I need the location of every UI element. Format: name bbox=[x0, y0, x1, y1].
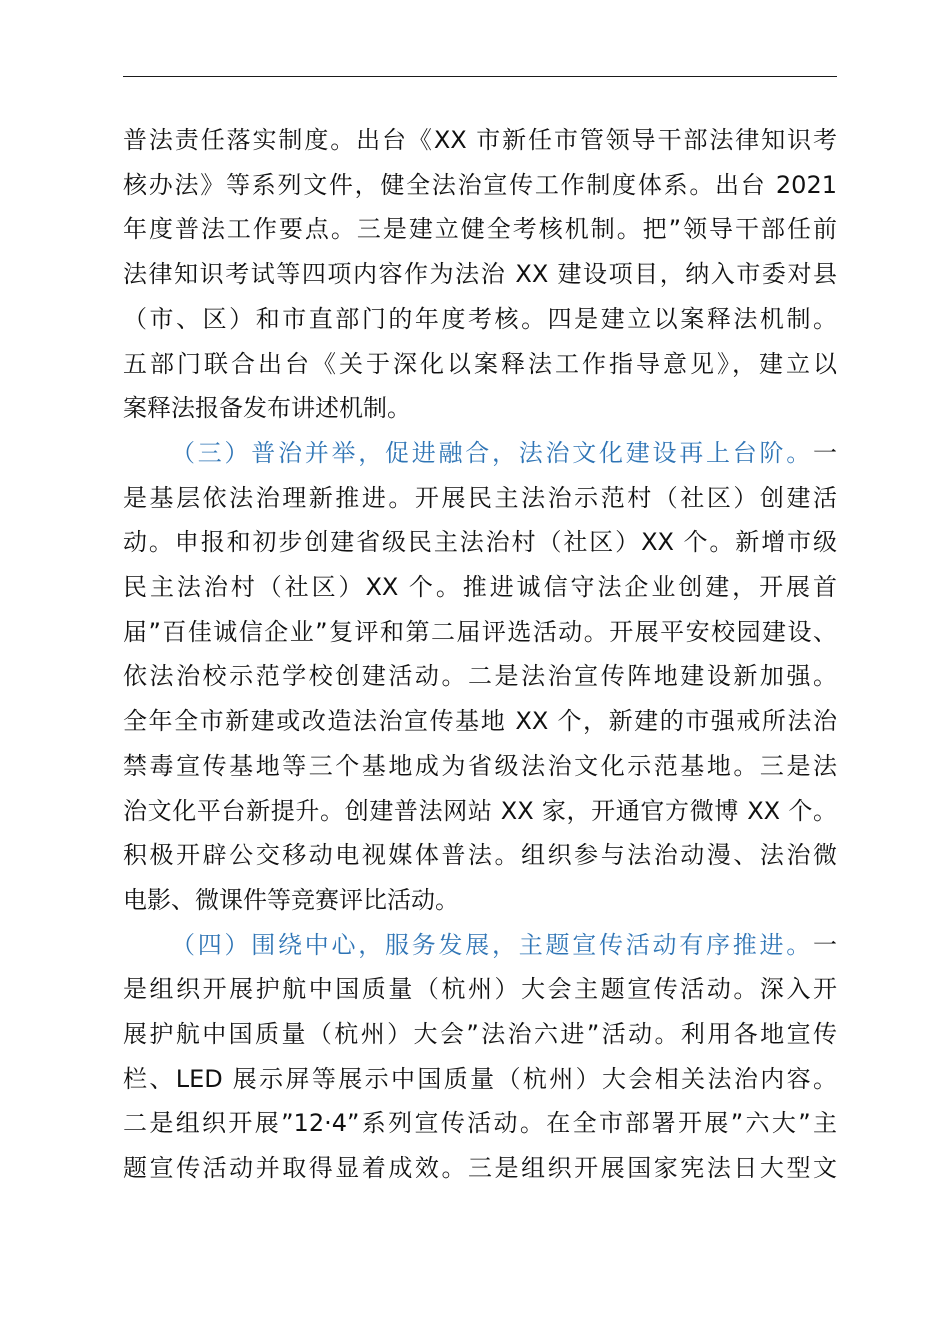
text-line: 电影、微课件等竞赛评比活动。 bbox=[123, 885, 459, 914]
text-run: 一 bbox=[813, 930, 837, 959]
text-line bbox=[123, 923, 837, 968]
text-line: （市、区）和市直部门的年度考核。四是建立以案释法机制。 bbox=[123, 304, 837, 333]
text-line: 全年全市新建或改造法治宣传基地 XX 个，新建的市强戒所法治 bbox=[123, 707, 837, 736]
text-line: 年度普法工作要点。三是建立健全考核机制。把”领导干部任前 bbox=[123, 215, 837, 244]
text-line: 核办法》等系列文件，健全法治宣传工作制度体系。出台 2021 bbox=[123, 170, 837, 199]
text-line: 动。申报和初步创建省级民主法治村（社区）XX 个。新增市级 bbox=[123, 528, 837, 557]
text-line: 普法责任落实制度。出台《XX 市新任市管领导干部法律知识考 bbox=[123, 126, 837, 154]
text-line: 届”百佳诚信企业”复评和第二届评选活动。开展平安校园建设、 bbox=[123, 617, 837, 646]
text-line: 题宣传活动并取得显着成效。三是组织开展国家宪法日大型文 bbox=[123, 1154, 837, 1183]
text-line: 积极开辟公交移动电视媒体普法。组织参与法治动漫、法治微 bbox=[123, 841, 837, 870]
text-line: 法律知识考试等四项内容作为法治 XX 建设项目，纳入市委对县 bbox=[123, 260, 837, 289]
text-line: 治文化平台新提升。创建普法网站 XX 家，开通官方微博 XX 个。 bbox=[123, 796, 837, 825]
section-heading: （三）普治并举，促进融合，法治文化建设再上台阶。 bbox=[171, 438, 813, 467]
text-line: 五部门联合出台《关于深化以案释法工作指导意见》，建立以 bbox=[123, 349, 837, 378]
paragraph bbox=[123, 118, 837, 431]
paragraph bbox=[123, 923, 837, 1191]
text-line: 依法治校示范学校创建活动。二是法治宣传阵地建设新加强。 bbox=[123, 662, 837, 691]
header-rule bbox=[123, 76, 837, 77]
text-line: 二是组织开展”12·4”系列宣传活动。在全市部署开展”六大”主 bbox=[123, 1109, 837, 1138]
text-line: 展护航中国质量（杭州）大会”法治六进”活动。利用各地宣传 bbox=[123, 1020, 837, 1049]
text-line: 是组织开展护航中国质量（杭州）大会主题宣传活动。深入开 bbox=[123, 975, 837, 1004]
section-heading: （四）围绕中心，服务发展，主题宣传活动有序推进。 bbox=[171, 930, 813, 959]
text-line: 案释法报备发布讲述机制。 bbox=[123, 394, 411, 423]
document-body bbox=[123, 118, 837, 1191]
text-line: 民主法治村（社区）XX 个。推进诚信守法企业创建，开展首 bbox=[123, 573, 837, 602]
paragraph bbox=[123, 431, 837, 923]
text-run: 一 bbox=[813, 438, 837, 467]
text-line: 栏、LED 展示屏等展示中国质量（杭州）大会相关法治内容。 bbox=[123, 1064, 837, 1093]
text-line: 是基层依法治理新推进。开展民主法治示范村（社区）创建活 bbox=[123, 483, 837, 512]
text-line bbox=[123, 431, 837, 476]
text-line: 禁毒宣传基地等三个基地成为省级法治文化示范基地。三是法 bbox=[123, 751, 837, 780]
